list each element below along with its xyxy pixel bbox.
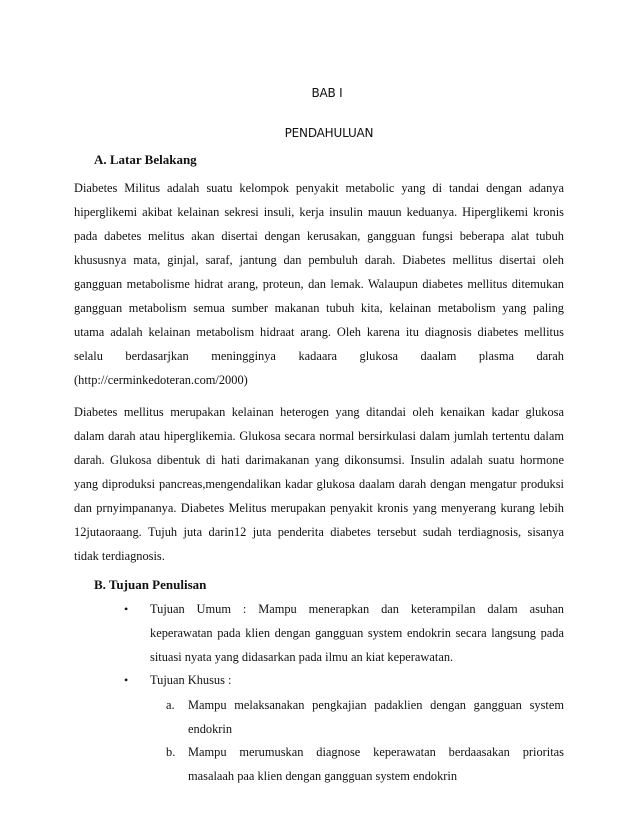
paragraph-line: selalu berdasarjkan meningginya kadaara glukosa daalam plasma darah	[74, 349, 564, 363]
sub-item-line: Mampu merumuskan diagnose keperawatan berdaasakan prioritas	[188, 745, 564, 759]
citation-link[interactable]: (http://cerminkedoteran.com/2000)	[74, 373, 248, 387]
bullet-line: Tujuan Umum : Mampu menerapkan dan keterampilan dalam asuhan	[150, 602, 564, 616]
bullet-line: keperawatan pada klien dengan gangguan system endokrin secara langsung pada	[150, 626, 564, 640]
bullet-line: situasi nyata yang didasarkan pada ilmu an kiat keperawatan.	[150, 650, 454, 664]
sub-item-line: masalaah paa klien dengan gangguan system endokrin	[188, 769, 458, 783]
sub-item-line: Mampu melaksanakan pengkajian padaklien dengan gangguan system	[188, 698, 564, 712]
bullet-icon: •	[124, 602, 129, 616]
paragraph-line: dan prnyimpananya. Diabetes Melitus merupakan penyakit kronis yang menyerang kurang lebih	[74, 501, 564, 515]
paragraph-line: utama adalah kelainan metabolism hidraat arang. Oleh karena itu diagnosis diabetes mellitus	[74, 325, 564, 339]
paragraph-line: darah. Glukosa dibentuk di hati darimakanan yang dikonsumsi. Insulin adalah suatu hormone	[74, 453, 564, 467]
bullet-line: Tujuan Khusus :	[150, 673, 232, 687]
section-b-heading: B. Tujuan Penulisan	[94, 577, 207, 592]
sub-item-marker: b.	[166, 745, 176, 759]
paragraph-line: khususnya mata, ginjal, saraf, jantung dan pembuluh darah. Diabetes mellitus disertai oleh	[74, 253, 564, 267]
sub-item-line: endokrin	[188, 722, 233, 736]
paragraph-line: gangguan metabolisme hidrat arang, proteun, dan lemak. Walaupun diabetes mellitus ditemukan	[74, 277, 564, 291]
paragraph-line: tidak terdiagnosis.	[74, 549, 165, 563]
paragraph-line: hiperglikemi akibat kelainan sekresi insuli, kerja insulin mauun keduanya. Hiperglikemi kronis	[74, 205, 564, 219]
paragraph-line: dalam darah atau hiperglikemia. Glukosa secara normal bersirkulasi dalam jumlah tertentu dalam	[74, 429, 564, 443]
paragraph-line: yang diproduksi pancreas,mengendalikan kadar glukosa daalam darah dengan mengatur produksi	[74, 477, 564, 491]
bullet-icon: •	[124, 673, 129, 687]
paragraph-line: pada dabetes melitus akan disertai dengan kerusakan, gangguan fungsi beberapa alat tubuh	[74, 229, 564, 243]
sub-item-marker: a.	[166, 698, 175, 712]
paragraph-line: 12jutaoraang. Tujuh juta darin12 juta penderita diabetes tersebut sudah terdiagnosis, sisanya	[74, 525, 564, 539]
chapter-label: BAB I	[311, 86, 343, 100]
paragraph-line: Diabetes Militus adalah suatu kelompok penyakit metabolic yang di tandai dengan adanya	[74, 181, 564, 195]
section-a-heading: A. Latar Belakang	[94, 152, 197, 167]
chapter-title: PENDAHULUAN	[284, 126, 374, 140]
paragraph-line: Diabetes mellitus merupakan kelainan heterogen yang ditandai oleh kenaikan kadar glukosa	[74, 405, 564, 419]
paragraph-line: gangguan metabolism semua sumber makanan tubuh kita, kelainan metabolism yang paling	[74, 301, 564, 315]
